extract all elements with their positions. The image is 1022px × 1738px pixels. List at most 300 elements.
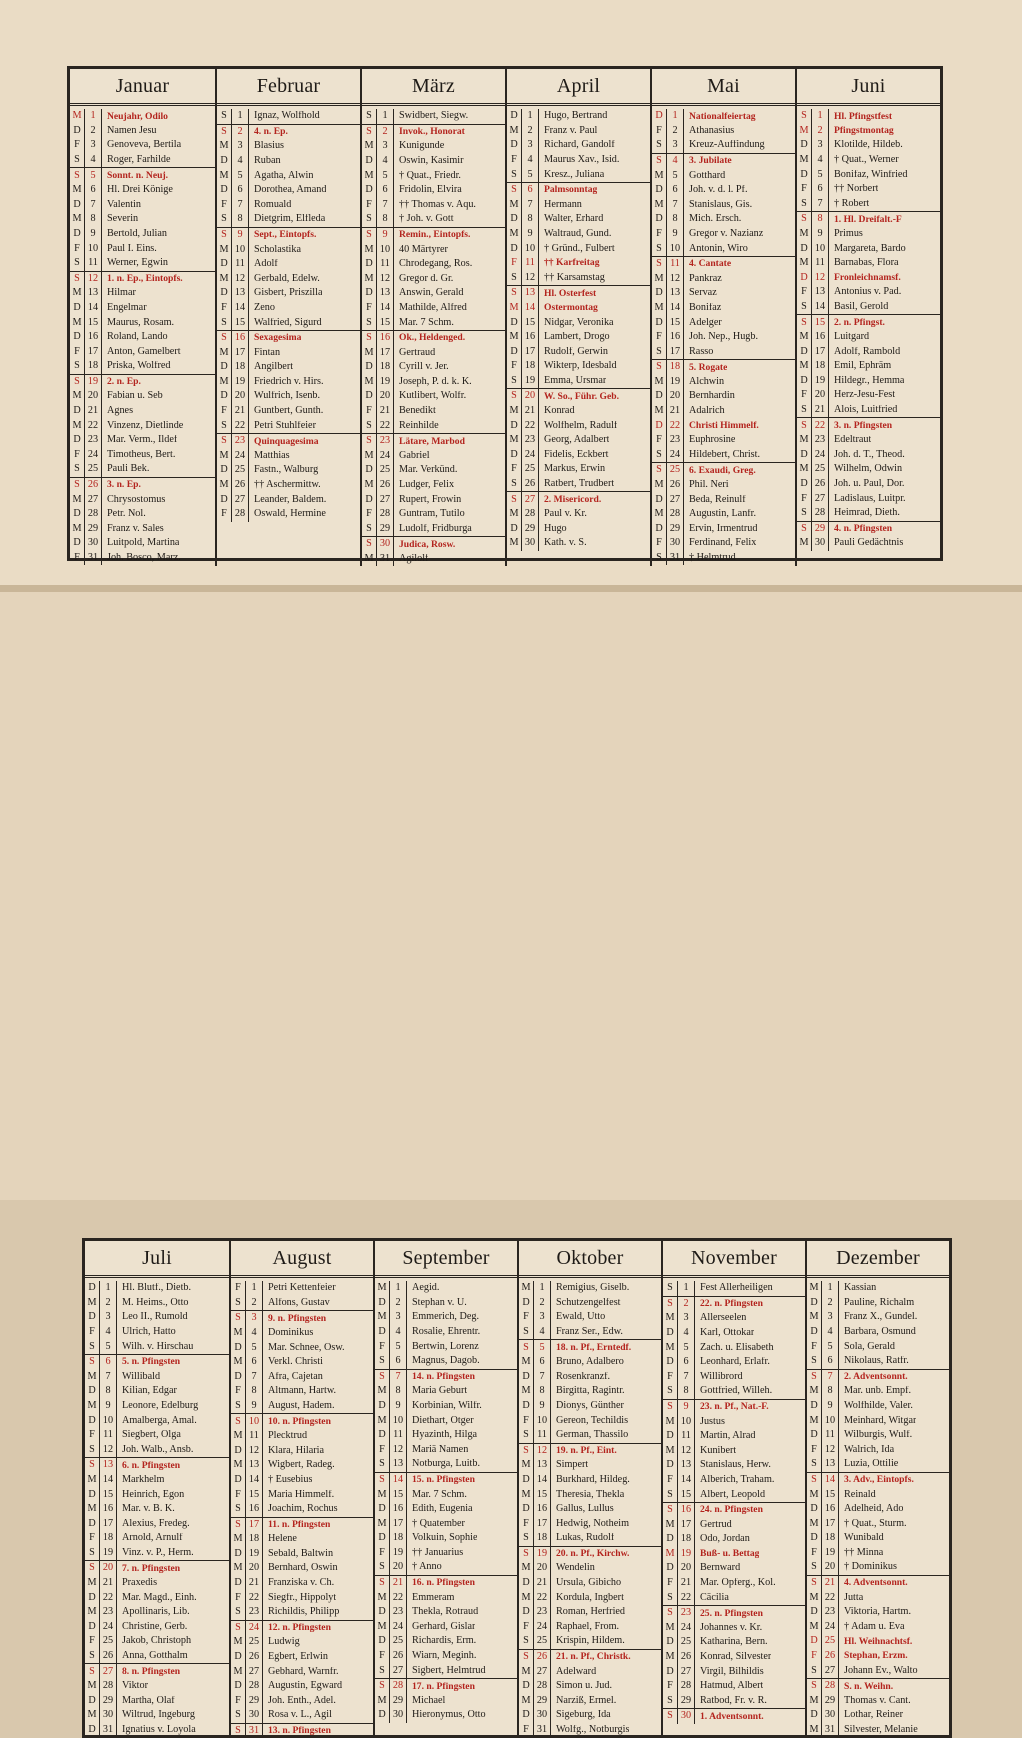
weekday-letter: M bbox=[362, 478, 377, 493]
day-number: 26 bbox=[667, 478, 684, 493]
month-column bbox=[70, 69, 215, 566]
day-number: 13 bbox=[812, 285, 829, 300]
day-row bbox=[807, 1487, 949, 1502]
saint-name: 5. n. Pfingsten bbox=[122, 1357, 181, 1368]
day-row bbox=[519, 1340, 661, 1355]
day-number: 25 bbox=[822, 1634, 839, 1649]
day-number: 10 bbox=[678, 1414, 695, 1429]
saint-name: Sonnt. n. Neuj. bbox=[107, 170, 169, 181]
day-row bbox=[519, 1399, 661, 1414]
weekday-letter: F bbox=[70, 551, 85, 566]
weekday-letter: F bbox=[70, 448, 85, 463]
day-number: 19 bbox=[812, 374, 829, 389]
saint-name: Mar. Schnee, Osw. bbox=[268, 1342, 345, 1353]
day-number: 3 bbox=[246, 1311, 263, 1326]
day-list bbox=[375, 1278, 517, 1738]
day-row bbox=[70, 330, 215, 345]
saint-name: Maurus Xav., Isid. bbox=[544, 154, 620, 165]
weekday-letter: D bbox=[362, 463, 377, 478]
saint-name: Pauli Gedächtnis bbox=[834, 538, 904, 549]
saint-name: Adelheid, Ado bbox=[844, 1504, 904, 1515]
day-row bbox=[70, 272, 215, 287]
saint-name: Cäcilia bbox=[700, 1592, 729, 1603]
day-row bbox=[797, 227, 940, 242]
calendar-grid-jul-dec bbox=[82, 1238, 952, 1738]
saint-name: Mar. 7 Schm. bbox=[412, 1489, 467, 1500]
day-row bbox=[663, 1547, 805, 1562]
saint-name: Markus, Erwin bbox=[544, 464, 606, 475]
saint-name: Gregor d. Gr. bbox=[399, 273, 454, 284]
day-row bbox=[663, 1503, 805, 1518]
weekday-letter: D bbox=[519, 1679, 534, 1694]
day-row bbox=[375, 1605, 517, 1620]
saint-name: 5. Rogate bbox=[689, 362, 728, 373]
saint-name: Mar. Verm., Ildef bbox=[107, 435, 178, 446]
saint-name: Paul v. Kr. bbox=[544, 509, 587, 520]
weekday-letter: M bbox=[519, 1694, 534, 1709]
day-row bbox=[231, 1384, 373, 1399]
day-number: 27 bbox=[100, 1664, 117, 1679]
day-row bbox=[362, 463, 505, 478]
weekday-letter: M bbox=[663, 1650, 678, 1665]
day-row bbox=[652, 360, 795, 375]
day-number: 19 bbox=[822, 1546, 839, 1561]
weekday-letter: M bbox=[807, 1694, 822, 1709]
day-number: 5 bbox=[377, 168, 394, 183]
saint-name: Bertwin, Lorenz bbox=[412, 1341, 479, 1352]
saint-name: Wolfg., Notburgis bbox=[556, 1725, 630, 1735]
weekday-letter: S bbox=[70, 168, 85, 183]
saint-name: Gerhard, Gislar bbox=[412, 1621, 476, 1632]
day-number: 12 bbox=[667, 272, 684, 287]
day-number: 26 bbox=[678, 1650, 695, 1665]
saint-name: Herz-Jesu-Fest bbox=[834, 390, 896, 401]
day-row bbox=[507, 345, 650, 360]
saint-name: Pfingstmontag bbox=[834, 126, 894, 136]
day-row bbox=[70, 433, 215, 448]
weekday-letter: S bbox=[519, 1340, 534, 1355]
day-row bbox=[652, 433, 795, 448]
saint-name: Simpert bbox=[556, 1460, 589, 1471]
day-row bbox=[362, 449, 505, 464]
day-row bbox=[507, 183, 650, 198]
day-number: 14 bbox=[232, 301, 249, 316]
weekday-letter: D bbox=[231, 1650, 246, 1665]
day-row bbox=[663, 1590, 805, 1606]
saint-name: 4. n. Pfingsten bbox=[834, 524, 893, 534]
day-number: 1 bbox=[85, 109, 102, 124]
saint-name: Siegfr., Hippolyt bbox=[268, 1592, 337, 1603]
weekday-letter: S bbox=[663, 1400, 678, 1415]
saint-name: Krispin, Hildem. bbox=[556, 1636, 625, 1647]
day-number: 8 bbox=[822, 1384, 839, 1399]
saint-name: Gertraud bbox=[399, 347, 436, 358]
weekday-letter: D bbox=[807, 1502, 822, 1517]
saint-name: Arnold, Arnulf bbox=[122, 1533, 183, 1544]
day-number: 7 bbox=[246, 1370, 263, 1385]
saint-name: Fest Allerheiligen bbox=[700, 1283, 773, 1294]
weekday-letter: D bbox=[85, 1413, 100, 1428]
day-row bbox=[231, 1458, 373, 1473]
weekday-letter: M bbox=[652, 272, 667, 287]
saint-name: Verkl. Christi bbox=[268, 1357, 323, 1368]
day-row bbox=[217, 109, 360, 125]
day-row bbox=[70, 198, 215, 213]
day-number: 25 bbox=[232, 463, 249, 478]
day-row bbox=[797, 182, 940, 197]
day-number: 30 bbox=[100, 1708, 117, 1723]
day-number: 22 bbox=[678, 1590, 695, 1605]
day-row bbox=[663, 1709, 805, 1724]
day-number: 1 bbox=[390, 1281, 407, 1296]
saint-name: Lambert, Drogo bbox=[544, 332, 610, 343]
day-number: 7 bbox=[390, 1370, 407, 1385]
weekday-letter: S bbox=[375, 1576, 390, 1591]
day-row bbox=[375, 1708, 517, 1723]
weekday-letter: F bbox=[231, 1281, 246, 1296]
day-row bbox=[362, 331, 505, 346]
day-number: 13 bbox=[85, 286, 102, 301]
saint-name: † Eusebius bbox=[268, 1474, 313, 1485]
day-number: 10 bbox=[390, 1413, 407, 1428]
day-number: 13 bbox=[534, 1458, 551, 1473]
day-row bbox=[663, 1694, 805, 1710]
day-row bbox=[519, 1428, 661, 1444]
weekday-letter: S bbox=[663, 1503, 678, 1518]
day-row bbox=[507, 198, 650, 213]
day-number: 2 bbox=[246, 1296, 263, 1311]
month-column bbox=[229, 1241, 373, 1738]
saint-name: Alexius, Fredeg. bbox=[122, 1518, 190, 1529]
day-number: 6 bbox=[85, 183, 102, 198]
day-row bbox=[519, 1384, 661, 1399]
day-row bbox=[507, 374, 650, 390]
saint-name: Barbara, Osmund bbox=[844, 1326, 916, 1337]
saint-name: Georg, Adalbert bbox=[544, 435, 610, 446]
weekday-letter: D bbox=[652, 286, 667, 301]
saint-name: Hyazinth, Hilga bbox=[412, 1430, 478, 1441]
saint-name: Dietgrim, Elfleda bbox=[254, 214, 326, 225]
day-number: 4 bbox=[812, 153, 829, 168]
weekday-letter: M bbox=[70, 389, 85, 404]
weekday-letter: D bbox=[231, 1547, 246, 1562]
day-number: 13 bbox=[100, 1458, 117, 1473]
weekday-letter: S bbox=[375, 1370, 390, 1385]
day-list bbox=[85, 1278, 229, 1738]
weekday-letter: D bbox=[85, 1517, 100, 1532]
saint-name: Wulfrich, Isenb. bbox=[254, 391, 321, 402]
day-row bbox=[231, 1576, 373, 1591]
day-row bbox=[507, 330, 650, 345]
day-list bbox=[652, 106, 795, 566]
day-number: 15 bbox=[534, 1487, 551, 1502]
day-row bbox=[362, 257, 505, 272]
saint-name: † Adam u. Eva bbox=[844, 1621, 905, 1632]
day-row bbox=[375, 1663, 517, 1679]
weekday-letter: M bbox=[85, 1399, 100, 1414]
day-row bbox=[231, 1502, 373, 1518]
weekday-letter: M bbox=[797, 330, 812, 345]
saint-name: Dorothea, Amand bbox=[254, 185, 327, 196]
saint-name: Beda, Reinulf bbox=[689, 494, 746, 505]
day-number: 3 bbox=[822, 1310, 839, 1325]
day-row bbox=[85, 1531, 229, 1546]
weekday-letter: S bbox=[85, 1339, 100, 1354]
saint-name: Fabian u. Seb bbox=[107, 391, 163, 402]
day-number: 23 bbox=[85, 433, 102, 448]
weekday-letter: M bbox=[652, 404, 667, 419]
day-row bbox=[85, 1634, 229, 1649]
day-row bbox=[663, 1326, 805, 1341]
weekday-letter: D bbox=[375, 1531, 390, 1546]
day-row bbox=[375, 1370, 517, 1385]
weekday-letter: D bbox=[663, 1355, 678, 1370]
saint-name: Agilolf bbox=[399, 554, 429, 564]
saint-name: Joh. Walb., Ansb. bbox=[122, 1444, 194, 1455]
saint-name: †† Minna bbox=[844, 1547, 884, 1558]
saint-name: 3. n. Pfingsten bbox=[834, 420, 893, 431]
day-number: 4 bbox=[822, 1325, 839, 1340]
day-number: 4 bbox=[667, 154, 684, 169]
weekday-letter: S bbox=[652, 463, 667, 478]
day-row bbox=[652, 463, 795, 478]
saint-name: Emmerich, Deg. bbox=[412, 1312, 480, 1323]
day-row bbox=[663, 1518, 805, 1533]
day-row bbox=[70, 183, 215, 198]
day-number: 17 bbox=[232, 346, 249, 361]
day-row bbox=[519, 1370, 661, 1385]
weekday-letter: S bbox=[375, 1473, 390, 1488]
weekday-letter: D bbox=[807, 1399, 822, 1414]
saint-name: 3. n. Ep. bbox=[107, 480, 141, 490]
day-row bbox=[217, 212, 360, 228]
weekday-letter: S bbox=[85, 1664, 100, 1679]
month-column bbox=[215, 69, 360, 566]
day-number: 26 bbox=[232, 478, 249, 493]
day-row bbox=[507, 522, 650, 537]
day-number: 14 bbox=[667, 301, 684, 316]
saint-name: Ferdinand, Felix bbox=[689, 538, 757, 549]
weekday-letter: S bbox=[507, 183, 522, 198]
day-row bbox=[362, 507, 505, 522]
weekday-letter: M bbox=[231, 1355, 246, 1370]
day-number: 13 bbox=[522, 286, 539, 301]
day-row bbox=[362, 552, 505, 567]
saint-name: 4. n. Ep. bbox=[254, 127, 288, 137]
day-row bbox=[375, 1576, 517, 1591]
day-number: 6 bbox=[232, 183, 249, 198]
saint-name: Ervin, Irmentrud bbox=[689, 523, 758, 534]
weekday-letter: F bbox=[519, 1413, 534, 1428]
day-row bbox=[231, 1281, 373, 1296]
saint-name: Hilmar bbox=[107, 288, 136, 299]
day-row bbox=[797, 418, 940, 433]
weekday-letter: D bbox=[70, 330, 85, 345]
weekday-letter: F bbox=[652, 124, 667, 139]
day-row bbox=[70, 492, 215, 507]
day-row bbox=[652, 389, 795, 404]
day-number: 15 bbox=[85, 315, 102, 330]
day-row bbox=[807, 1325, 949, 1340]
day-row bbox=[85, 1310, 229, 1325]
day-number: 24 bbox=[522, 448, 539, 463]
weekday-letter: M bbox=[231, 1561, 246, 1576]
day-row bbox=[507, 227, 650, 242]
day-row bbox=[507, 448, 650, 463]
weekday-letter: S bbox=[797, 212, 812, 227]
saint-name: Egbert, Erlwin bbox=[268, 1652, 328, 1663]
day-number: 26 bbox=[534, 1650, 551, 1665]
day-row bbox=[807, 1354, 949, 1370]
weekday-letter: M bbox=[507, 433, 522, 448]
saint-name: Wilhelm, Odwin bbox=[834, 464, 903, 475]
day-number: 24 bbox=[390, 1620, 407, 1635]
day-row bbox=[217, 168, 360, 183]
weekday-letter: M bbox=[807, 1413, 822, 1428]
saint-name: Barnabas, Flora bbox=[834, 258, 899, 269]
day-row bbox=[85, 1517, 229, 1532]
saint-name: Ladislaus, Luitpr. bbox=[834, 493, 906, 504]
day-number: 13 bbox=[232, 286, 249, 301]
day-row bbox=[519, 1561, 661, 1576]
day-list bbox=[663, 1278, 805, 1738]
weekday-letter: F bbox=[519, 1310, 534, 1325]
saint-name: Fridolin, Elvira bbox=[399, 185, 462, 196]
day-row bbox=[85, 1281, 229, 1296]
saint-name: Konrad bbox=[544, 406, 575, 417]
weekday-letter: M bbox=[375, 1413, 390, 1428]
saint-name: Mathilde, Alfred bbox=[399, 302, 467, 313]
day-row bbox=[217, 272, 360, 287]
day-number: 27 bbox=[377, 492, 394, 507]
day-row bbox=[807, 1560, 949, 1576]
day-number: 29 bbox=[667, 522, 684, 537]
day-row bbox=[797, 491, 940, 506]
saint-name: Notburga, Luitb. bbox=[412, 1459, 481, 1470]
weekday-letter: F bbox=[807, 1443, 822, 1458]
weekday-letter: D bbox=[519, 1370, 534, 1385]
month-column bbox=[505, 69, 650, 566]
saint-name: Maria Himmelf. bbox=[268, 1489, 335, 1500]
saint-name: Fintan bbox=[254, 347, 281, 358]
day-number: 18 bbox=[85, 359, 102, 374]
saint-name: Dominikus bbox=[268, 1327, 314, 1338]
day-row bbox=[231, 1311, 373, 1326]
day-number: 18 bbox=[246, 1532, 263, 1547]
weekday-letter: M bbox=[362, 139, 377, 154]
day-number: 21 bbox=[822, 1576, 839, 1591]
day-number: 5 bbox=[85, 168, 102, 183]
weekday-letter: S bbox=[231, 1724, 246, 1738]
day-row bbox=[663, 1532, 805, 1547]
weekday-letter: M bbox=[807, 1281, 822, 1296]
day-row bbox=[652, 492, 795, 507]
weekday-letter: D bbox=[231, 1444, 246, 1459]
saint-name: Martin, Alrad bbox=[700, 1431, 756, 1442]
weekday-letter: S bbox=[231, 1518, 246, 1533]
saint-name: Franz Ser., Edw. bbox=[556, 1326, 623, 1337]
day-number: 4 bbox=[232, 154, 249, 169]
weekday-letter: D bbox=[70, 227, 85, 242]
weekday-letter: S bbox=[85, 1458, 100, 1473]
saint-name: Adelger bbox=[689, 317, 722, 328]
day-number: 15 bbox=[667, 315, 684, 330]
day-number: 5 bbox=[812, 167, 829, 182]
weekday-letter: F bbox=[375, 1443, 390, 1458]
day-list bbox=[519, 1278, 661, 1738]
saint-name: † Quat., Sturm. bbox=[844, 1518, 907, 1529]
day-number: 27 bbox=[522, 492, 539, 507]
weekday-letter: D bbox=[663, 1326, 678, 1341]
saint-name: †† Karsamstag bbox=[544, 272, 605, 283]
weekday-letter: S bbox=[652, 154, 667, 169]
day-number: 16 bbox=[822, 1502, 839, 1517]
day-number: 15 bbox=[822, 1487, 839, 1502]
weekday-letter: M bbox=[507, 124, 522, 139]
day-number: 1 bbox=[822, 1281, 839, 1296]
day-row bbox=[507, 138, 650, 153]
saint-name: Friedrich v. Hirs. bbox=[254, 376, 324, 387]
day-number: 21 bbox=[534, 1576, 551, 1591]
weekday-letter: D bbox=[70, 536, 85, 551]
day-row bbox=[663, 1473, 805, 1488]
day-row bbox=[663, 1429, 805, 1444]
day-number: 22 bbox=[232, 418, 249, 433]
day-number: 10 bbox=[246, 1414, 263, 1429]
weekday-letter: D bbox=[85, 1694, 100, 1709]
day-row bbox=[70, 168, 215, 183]
saint-name: Emma, Ursmar bbox=[544, 375, 607, 386]
saint-name: Sebald, Baltwin bbox=[268, 1548, 334, 1559]
weekday-letter: M bbox=[375, 1281, 390, 1296]
weekday-letter: M bbox=[217, 449, 232, 464]
day-row bbox=[807, 1708, 949, 1723]
weekday-letter: M bbox=[375, 1620, 390, 1635]
day-row bbox=[85, 1473, 229, 1488]
weekday-letter: M bbox=[375, 1384, 390, 1399]
day-number: 17 bbox=[246, 1518, 263, 1533]
weekday-letter: M bbox=[797, 536, 812, 551]
saint-name: Jutta bbox=[844, 1592, 864, 1603]
weekday-letter: M bbox=[85, 1605, 100, 1620]
weekday-letter: D bbox=[231, 1473, 246, 1488]
saint-name: Valentin bbox=[107, 199, 141, 210]
saint-name: Kunigunde bbox=[399, 141, 445, 152]
weekday-letter: S bbox=[652, 257, 667, 272]
day-number: 6 bbox=[377, 183, 394, 198]
day-number: 19 bbox=[377, 375, 394, 390]
saint-name: 2. Adventsonnt. bbox=[844, 1372, 908, 1382]
day-number: 11 bbox=[232, 257, 249, 272]
weekday-letter: D bbox=[507, 522, 522, 537]
weekday-letter: S bbox=[663, 1606, 678, 1621]
weekday-letter: M bbox=[807, 1517, 822, 1532]
saint-name: Ignatius v. Loyola bbox=[122, 1725, 196, 1735]
day-number: 8 bbox=[522, 212, 539, 227]
day-row bbox=[797, 212, 940, 227]
saint-name: Invok., Honorat bbox=[399, 127, 465, 137]
weekday-letter: F bbox=[652, 536, 667, 551]
day-number: 17 bbox=[100, 1517, 117, 1532]
weekday-letter: S bbox=[507, 286, 522, 301]
day-row bbox=[797, 124, 940, 139]
weekday-letter: M bbox=[375, 1517, 390, 1532]
weekday-letter: S bbox=[231, 1296, 246, 1311]
day-number: 11 bbox=[100, 1428, 117, 1443]
day-number: 25 bbox=[678, 1635, 695, 1650]
weekday-letter: D bbox=[797, 271, 812, 286]
day-number: 19 bbox=[85, 375, 102, 390]
